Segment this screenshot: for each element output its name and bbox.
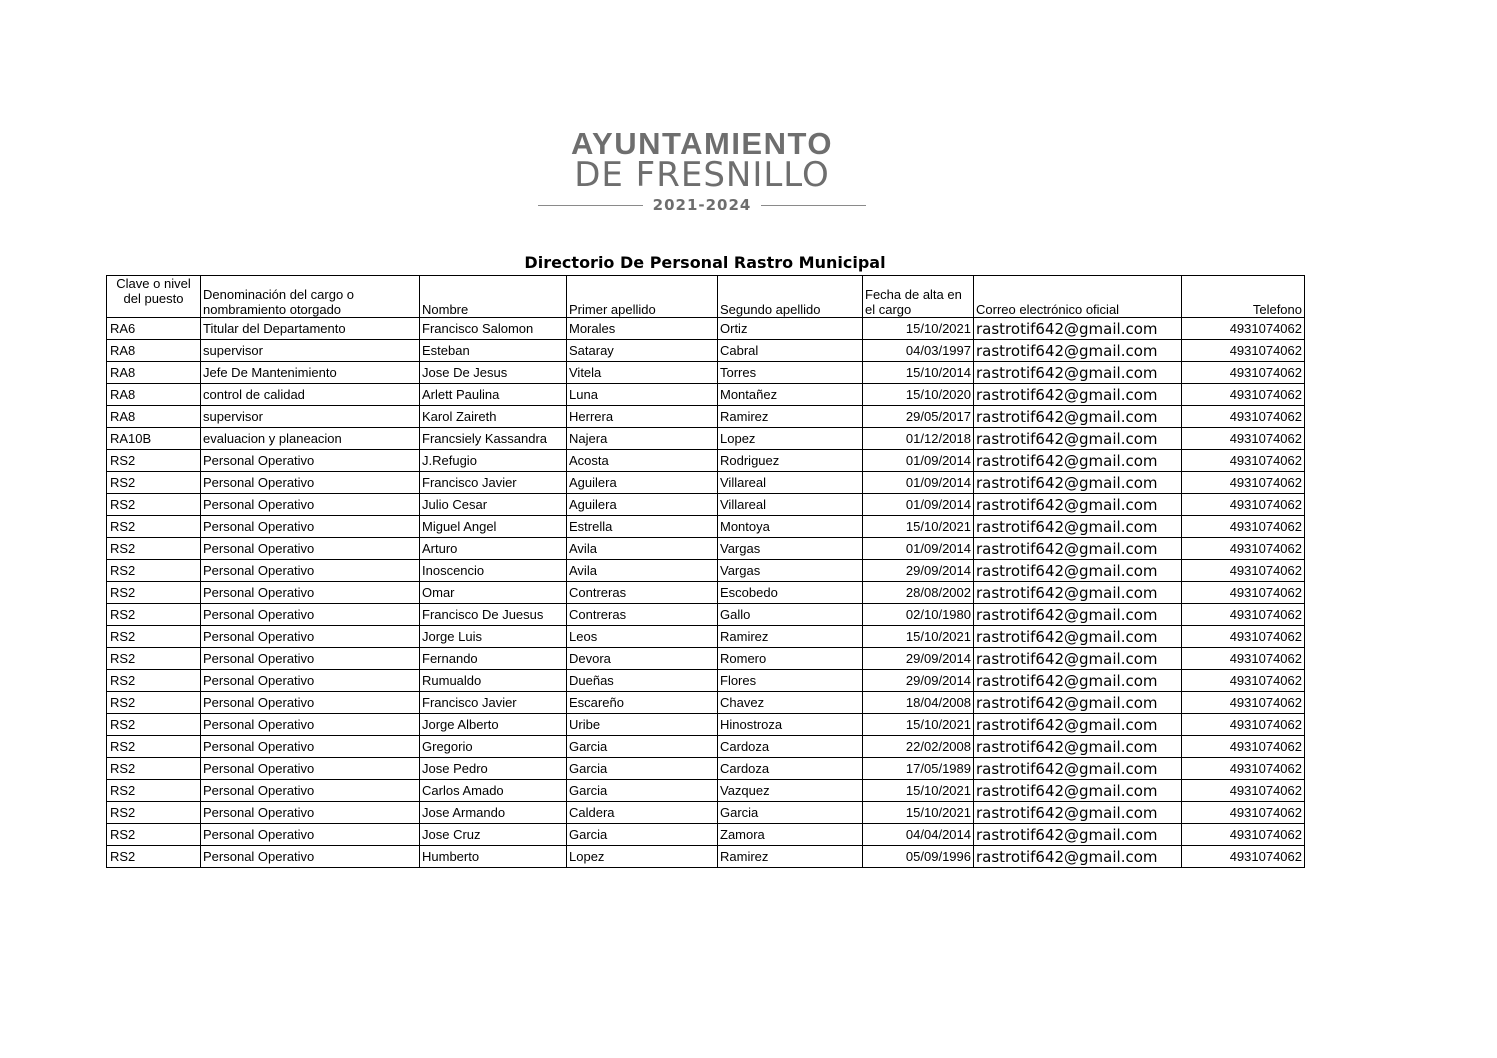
segundo-apellido-cell: Zamora — [718, 824, 863, 846]
primer-apellido-cell: Lopez — [567, 846, 718, 868]
telefono-cell: 4931074062 — [1182, 318, 1305, 340]
primer-apellido-cell: Caldera — [567, 802, 718, 824]
table-row — [107, 428, 1305, 450]
fecha-cell: 01/09/2014 — [863, 472, 974, 494]
correo-cell: rastrotif642@gmail.com — [974, 802, 1182, 824]
telefono-cell: 4931074062 — [1182, 692, 1305, 714]
logo-line-ayuntamiento: AYUNTAMIENTO — [570, 126, 833, 161]
cargo-cell: Jefe De Mantenimiento — [201, 362, 420, 384]
correo-cell: rastrotif642@gmail.com — [974, 472, 1182, 494]
clave-cell: RS2 — [107, 780, 201, 802]
segundo-apellido-cell: Hinostroza — [718, 714, 863, 736]
nombre-cell: Miguel Angel — [420, 516, 567, 538]
clave-cell: RA10B — [107, 428, 201, 450]
telefono-cell: 4931074062 — [1182, 780, 1305, 802]
cargo-cell: supervisor — [201, 406, 420, 428]
nombre-cell: Omar — [420, 582, 567, 604]
table-row — [107, 362, 1305, 384]
correo-cell: rastrotif642@gmail.com — [974, 516, 1182, 538]
cargo-cell: Personal Operativo — [201, 450, 420, 472]
correo-cell: rastrotif642@gmail.com — [974, 560, 1182, 582]
telefono-cell: 4931074062 — [1182, 736, 1305, 758]
telefono-cell: 4931074062 — [1182, 450, 1305, 472]
table-row — [107, 560, 1305, 582]
clave-cell: RS2 — [107, 450, 201, 472]
fecha-cell: 15/10/2021 — [863, 802, 974, 824]
segundo-apellido-cell: Chavez — [718, 692, 863, 714]
correo-cell: rastrotif642@gmail.com — [974, 780, 1182, 802]
telefono-cell: 4931074062 — [1182, 560, 1305, 582]
clave-cell: RS2 — [107, 538, 201, 560]
document-title: Directorio De Personal Rastro Municipal — [524, 253, 886, 272]
correo-cell: rastrotif642@gmail.com — [974, 626, 1182, 648]
primer-apellido-cell: Najera — [567, 428, 718, 450]
nombre-cell: Rumualdo — [420, 670, 567, 692]
header-fecha-alta: Fecha de alta en el cargo — [863, 276, 974, 318]
primer-apellido-cell: Estrella — [567, 516, 718, 538]
cargo-cell: Personal Operativo — [201, 626, 420, 648]
primer-apellido-cell: Devora — [567, 648, 718, 670]
segundo-apellido-cell: Villareal — [718, 472, 863, 494]
primer-apellido-cell: Leos — [567, 626, 718, 648]
nombre-cell: Francisco De Juesus — [420, 604, 567, 626]
telefono-cell: 4931074062 — [1182, 670, 1305, 692]
segundo-apellido-cell: Vargas — [718, 560, 863, 582]
nombre-cell: Fernando — [420, 648, 567, 670]
telefono-cell: 4931074062 — [1182, 714, 1305, 736]
table-row — [107, 780, 1305, 802]
segundo-apellido-cell: Rodriguez — [718, 450, 863, 472]
segundo-apellido-cell: Escobedo — [718, 582, 863, 604]
telefono-cell: 4931074062 — [1182, 824, 1305, 846]
fecha-cell: 15/10/2021 — [863, 626, 974, 648]
cargo-cell: Personal Operativo — [201, 780, 420, 802]
nombre-cell: Francsiely Kassandra — [420, 428, 567, 450]
fecha-cell: 29/09/2014 — [863, 560, 974, 582]
nombre-cell: Julio Cesar — [420, 494, 567, 516]
table-row — [107, 538, 1305, 560]
telefono-cell: 4931074062 — [1182, 406, 1305, 428]
table-row — [107, 736, 1305, 758]
primer-apellido-cell: Avila — [567, 538, 718, 560]
telefono-cell: 4931074062 — [1182, 846, 1305, 868]
nombre-cell: J.Refugio — [420, 450, 567, 472]
telefono-cell: 4931074062 — [1182, 758, 1305, 780]
logo-left-rule — [538, 205, 643, 206]
clave-cell: RS2 — [107, 736, 201, 758]
cargo-cell: evaluacion y planeacion — [201, 428, 420, 450]
ayuntamiento-logo — [538, 128, 866, 214]
fecha-cell: 05/09/1996 — [863, 846, 974, 868]
clave-cell: RS2 — [107, 494, 201, 516]
telefono-cell: 4931074062 — [1182, 802, 1305, 824]
segundo-apellido-cell: Cabral — [718, 340, 863, 362]
clave-cell: RS2 — [107, 516, 201, 538]
correo-cell: rastrotif642@gmail.com — [974, 692, 1182, 714]
clave-cell: RA8 — [107, 362, 201, 384]
segundo-apellido-cell: Vargas — [718, 538, 863, 560]
cargo-cell: Personal Operativo — [201, 692, 420, 714]
telefono-cell: 4931074062 — [1182, 340, 1305, 362]
table-row — [107, 714, 1305, 736]
cargo-cell: Personal Operativo — [201, 538, 420, 560]
primer-apellido-cell: Aguilera — [567, 472, 718, 494]
fecha-cell: 15/10/2021 — [863, 714, 974, 736]
cargo-cell: Personal Operativo — [201, 494, 420, 516]
table-row — [107, 824, 1305, 846]
correo-cell: rastrotif642@gmail.com — [974, 340, 1182, 362]
fecha-cell: 01/09/2014 — [863, 450, 974, 472]
cargo-cell: Personal Operativo — [201, 472, 420, 494]
clave-cell: RS2 — [107, 670, 201, 692]
fecha-cell: 28/08/2002 — [863, 582, 974, 604]
telefono-cell: 4931074062 — [1182, 384, 1305, 406]
correo-cell: rastrotif642@gmail.com — [974, 714, 1182, 736]
telefono-cell: 4931074062 — [1182, 362, 1305, 384]
table-row — [107, 604, 1305, 626]
table-row — [107, 406, 1305, 428]
primer-apellido-cell: Escareño — [567, 692, 718, 714]
nombre-cell: Francisco Salomon — [420, 318, 567, 340]
telefono-cell: 4931074062 — [1182, 516, 1305, 538]
primer-apellido-cell: Sataray — [567, 340, 718, 362]
clave-cell: RS2 — [107, 758, 201, 780]
correo-cell: rastrotif642@gmail.com — [974, 648, 1182, 670]
segundo-apellido-cell: Romero — [718, 648, 863, 670]
correo-cell: rastrotif642@gmail.com — [974, 824, 1182, 846]
clave-cell: RA8 — [107, 406, 201, 428]
clave-cell: RS2 — [107, 692, 201, 714]
cargo-cell: supervisor — [201, 340, 420, 362]
primer-apellido-cell: Contreras — [567, 582, 718, 604]
correo-cell: rastrotif642@gmail.com — [974, 758, 1182, 780]
table-row — [107, 692, 1305, 714]
logo-years: 2021-2024 — [652, 196, 752, 214]
segundo-apellido-cell: Montañez — [718, 384, 863, 406]
fecha-cell: 17/05/1989 — [863, 758, 974, 780]
correo-cell: rastrotif642@gmail.com — [974, 428, 1182, 450]
nombre-cell: Arlett Paulina — [420, 384, 567, 406]
primer-apellido-cell: Morales — [567, 318, 718, 340]
primer-apellido-cell: Herrera — [567, 406, 718, 428]
segundo-apellido-cell: Gallo — [718, 604, 863, 626]
segundo-apellido-cell: Garcia — [718, 802, 863, 824]
segundo-apellido-cell: Torres — [718, 362, 863, 384]
segundo-apellido-cell: Cardoza — [718, 758, 863, 780]
correo-cell: rastrotif642@gmail.com — [974, 494, 1182, 516]
cargo-cell: Personal Operativo — [201, 604, 420, 626]
table-row — [107, 472, 1305, 494]
clave-cell: RS2 — [107, 472, 201, 494]
header-segundo-apellido: Segundo apellido — [718, 276, 863, 318]
primer-apellido-cell: Garcia — [567, 758, 718, 780]
fecha-cell: 29/09/2014 — [863, 648, 974, 670]
correo-cell: rastrotif642@gmail.com — [974, 736, 1182, 758]
fecha-cell: 01/12/2018 — [863, 428, 974, 450]
correo-cell: rastrotif642@gmail.com — [974, 406, 1182, 428]
correo-cell: rastrotif642@gmail.com — [974, 318, 1182, 340]
nombre-cell: Jorge Luis — [420, 626, 567, 648]
telefono-cell: 4931074062 — [1182, 648, 1305, 670]
cargo-cell: Personal Operativo — [201, 516, 420, 538]
clave-cell: RA8 — [107, 384, 201, 406]
table-row — [107, 758, 1305, 780]
correo-cell: rastrotif642@gmail.com — [974, 670, 1182, 692]
clave-cell: RA6 — [107, 318, 201, 340]
primer-apellido-cell: Contreras — [567, 604, 718, 626]
segundo-apellido-cell: Villareal — [718, 494, 863, 516]
cargo-cell: Personal Operativo — [201, 670, 420, 692]
cargo-cell: Personal Operativo — [201, 560, 420, 582]
nombre-cell: Karol Zaireth — [420, 406, 567, 428]
table-row — [107, 648, 1305, 670]
fecha-cell: 04/04/2014 — [863, 824, 974, 846]
clave-cell: RS2 — [107, 648, 201, 670]
correo-cell: rastrotif642@gmail.com — [974, 846, 1182, 868]
fecha-cell: 15/10/2021 — [863, 780, 974, 802]
correo-cell: rastrotif642@gmail.com — [974, 538, 1182, 560]
telefono-cell: 4931074062 — [1182, 626, 1305, 648]
clave-cell: RS2 — [107, 626, 201, 648]
table-header-row — [107, 276, 1305, 318]
segundo-apellido-cell: Cardoza — [718, 736, 863, 758]
nombre-cell: Francisco Javier — [420, 472, 567, 494]
cargo-cell: control de calidad — [201, 384, 420, 406]
correo-cell: rastrotif642@gmail.com — [974, 604, 1182, 626]
table-row — [107, 450, 1305, 472]
primer-apellido-cell: Uribe — [567, 714, 718, 736]
header-denominacion: Denominación del cargo o nombramiento otorgado — [201, 276, 420, 318]
telefono-cell: 4931074062 — [1182, 428, 1305, 450]
cargo-cell: Personal Operativo — [201, 736, 420, 758]
fecha-cell: 29/05/2017 — [863, 406, 974, 428]
fecha-cell: 15/10/2021 — [863, 516, 974, 538]
nombre-cell: Carlos Amado — [420, 780, 567, 802]
fecha-cell: 15/10/2021 — [863, 318, 974, 340]
primer-apellido-cell: Vitela — [567, 362, 718, 384]
cargo-cell: Personal Operativo — [201, 824, 420, 846]
fecha-cell: 02/10/1980 — [863, 604, 974, 626]
clave-cell: RA8 — [107, 340, 201, 362]
telefono-cell: 4931074062 — [1182, 538, 1305, 560]
correo-cell: rastrotif642@gmail.com — [974, 582, 1182, 604]
correo-cell: rastrotif642@gmail.com — [974, 362, 1182, 384]
telefono-cell: 4931074062 — [1182, 472, 1305, 494]
cargo-cell: Personal Operativo — [201, 758, 420, 780]
segundo-apellido-cell: Vazquez — [718, 780, 863, 802]
primer-apellido-cell: Dueñas — [567, 670, 718, 692]
fecha-cell: 29/09/2014 — [863, 670, 974, 692]
cargo-cell: Personal Operativo — [201, 648, 420, 670]
personnel-directory-table — [106, 275, 1305, 868]
clave-cell: RS2 — [107, 846, 201, 868]
fecha-cell: 15/10/2014 — [863, 362, 974, 384]
clave-cell: RS2 — [107, 802, 201, 824]
primer-apellido-cell: Avila — [567, 560, 718, 582]
table-row — [107, 384, 1305, 406]
cargo-cell: Personal Operativo — [201, 802, 420, 824]
clave-cell: RS2 — [107, 560, 201, 582]
clave-cell: RS2 — [107, 824, 201, 846]
nombre-cell: Jose Pedro — [420, 758, 567, 780]
table-row — [107, 846, 1305, 868]
clave-cell: RS2 — [107, 582, 201, 604]
segundo-apellido-cell: Ramirez — [718, 626, 863, 648]
fecha-cell: 22/02/2008 — [863, 736, 974, 758]
correo-cell: rastrotif642@gmail.com — [974, 384, 1182, 406]
primer-apellido-cell: Luna — [567, 384, 718, 406]
nombre-cell: Jorge Alberto — [420, 714, 567, 736]
telefono-cell: 4931074062 — [1182, 604, 1305, 626]
fecha-cell: 01/09/2014 — [863, 538, 974, 560]
telefono-cell: 4931074062 — [1182, 494, 1305, 516]
header-correo: Correo electrónico oficial — [974, 276, 1182, 318]
primer-apellido-cell: Aguilera — [567, 494, 718, 516]
primer-apellido-cell: Garcia — [567, 824, 718, 846]
table-body — [107, 318, 1305, 868]
segundo-apellido-cell: Ortiz — [718, 318, 863, 340]
nombre-cell: Humberto — [420, 846, 567, 868]
fecha-cell: 18/04/2008 — [863, 692, 974, 714]
segundo-apellido-cell: Montoya — [718, 516, 863, 538]
segundo-apellido-cell: Flores — [718, 670, 863, 692]
cargo-cell: Personal Operativo — [201, 846, 420, 868]
logo-years-row — [538, 196, 866, 214]
header-nombre: Nombre — [420, 276, 567, 318]
logo-right-rule — [761, 205, 866, 206]
nombre-cell: Arturo — [420, 538, 567, 560]
header-clave: Clave o nivel del puesto — [107, 276, 201, 318]
nombre-cell: Inoscencio — [420, 560, 567, 582]
nombre-cell: Esteban — [420, 340, 567, 362]
logo-line-de-fresnillo: DE FRESNILLO — [574, 155, 830, 195]
table-row — [107, 516, 1305, 538]
correo-cell: rastrotif642@gmail.com — [974, 450, 1182, 472]
cargo-cell: Titular del Departamento — [201, 318, 420, 340]
clave-cell: RS2 — [107, 604, 201, 626]
header-telefono: Telefono — [1182, 276, 1305, 318]
fecha-cell: 01/09/2014 — [863, 494, 974, 516]
nombre-cell: Jose De Jesus — [420, 362, 567, 384]
table-row — [107, 626, 1305, 648]
table-row — [107, 670, 1305, 692]
primer-apellido-cell: Garcia — [567, 736, 718, 758]
fecha-cell: 15/10/2020 — [863, 384, 974, 406]
segundo-apellido-cell: Ramirez — [718, 406, 863, 428]
table-row — [107, 494, 1305, 516]
segundo-apellido-cell: Ramirez — [718, 846, 863, 868]
cargo-cell: Personal Operativo — [201, 582, 420, 604]
nombre-cell: Gregorio — [420, 736, 567, 758]
clave-cell: RS2 — [107, 714, 201, 736]
primer-apellido-cell: Garcia — [567, 780, 718, 802]
nombre-cell: Francisco Javier — [420, 692, 567, 714]
telefono-cell: 4931074062 — [1182, 582, 1305, 604]
cargo-cell: Personal Operativo — [201, 714, 420, 736]
primer-apellido-cell: Acosta — [567, 450, 718, 472]
segundo-apellido-cell: Lopez — [718, 428, 863, 450]
table-row — [107, 802, 1305, 824]
table-row — [107, 582, 1305, 604]
fecha-cell: 04/03/1997 — [863, 340, 974, 362]
table-row — [107, 340, 1305, 362]
nombre-cell: Jose Cruz — [420, 824, 567, 846]
nombre-cell: Jose Armando — [420, 802, 567, 824]
header-primer-apellido: Primer apellido — [567, 276, 718, 318]
table-row — [107, 318, 1305, 340]
